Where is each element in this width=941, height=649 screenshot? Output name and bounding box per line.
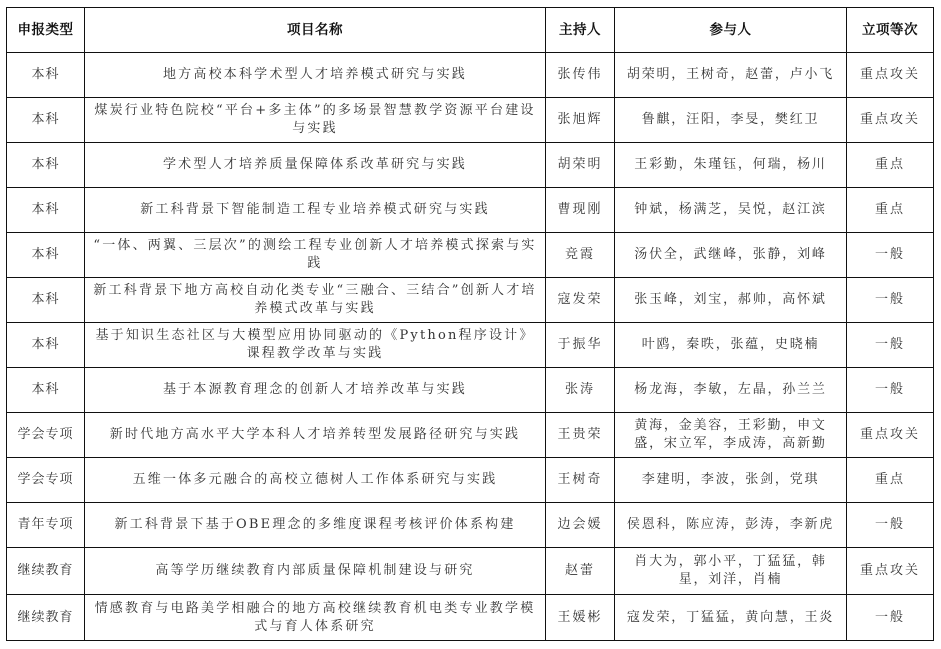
header-host: 主持人 bbox=[546, 8, 615, 53]
category-cell: 青年专项 bbox=[7, 503, 85, 548]
category-cell: 本科 bbox=[7, 98, 85, 143]
category-cell: 本科 bbox=[7, 233, 85, 278]
participants-cell: 寇发荣，丁猛猛，黄向慧，王炎 bbox=[615, 595, 847, 641]
project-name-cell: 新工科背景下基于OBE理念的多维度课程考核评价体系构建 bbox=[85, 503, 546, 548]
table-row bbox=[7, 53, 934, 98]
level-cell: 重点攻关 bbox=[847, 413, 934, 458]
level-cell: 重点 bbox=[847, 188, 934, 233]
level-cell: 一般 bbox=[847, 278, 934, 323]
participants-cell: 钟斌，杨满芝，吴悦，赵江滨 bbox=[615, 188, 847, 233]
level-cell: 重点攻关 bbox=[847, 53, 934, 98]
project-name-cell: 新工科背景下地方高校自动化类专业“三融合、三结合”创新人才培养模式改革与实践 bbox=[85, 278, 546, 323]
category-cell: 继续教育 bbox=[7, 595, 85, 641]
table-row bbox=[7, 413, 934, 458]
host-cell: 赵蕾 bbox=[546, 548, 615, 595]
table-row bbox=[7, 548, 934, 595]
level-cell: 重点攻关 bbox=[847, 548, 934, 595]
level-cell: 一般 bbox=[847, 368, 934, 413]
category-cell: 继续教育 bbox=[7, 548, 85, 595]
category-cell: 学会专项 bbox=[7, 458, 85, 503]
category-cell: 本科 bbox=[7, 53, 85, 98]
host-cell: 张旭辉 bbox=[546, 98, 615, 143]
table-row bbox=[7, 323, 934, 368]
table-row bbox=[7, 503, 934, 548]
level-cell: 重点 bbox=[847, 458, 934, 503]
header-level: 立项等次 bbox=[847, 8, 934, 53]
host-cell: 胡荣明 bbox=[546, 143, 615, 188]
host-cell: 竞霞 bbox=[546, 233, 615, 278]
participants-cell: 胡荣明，王树奇，赵蕾，卢小飞 bbox=[615, 53, 847, 98]
level-cell: 一般 bbox=[847, 503, 934, 548]
project-name-cell: 情感教育与电路美学相融合的地方高校继续教育机电类专业教学模式与育人体系研究 bbox=[85, 595, 546, 641]
host-cell: 王媛彬 bbox=[546, 595, 615, 641]
category-cell: 本科 bbox=[7, 278, 85, 323]
participants-cell: 叶鸥，秦昳，张蕴，史晓楠 bbox=[615, 323, 847, 368]
level-cell: 重点 bbox=[847, 143, 934, 188]
header-project-name: 项目名称 bbox=[85, 8, 546, 53]
table-row bbox=[7, 595, 934, 641]
participants-cell: 侯恩科，陈应涛，彭涛，李新虎 bbox=[615, 503, 847, 548]
project-name-cell: 高等学历继续教育内部质量保障机制建设与研究 bbox=[85, 548, 546, 595]
category-cell: 本科 bbox=[7, 323, 85, 368]
participants-cell: 黄海，金美容，王彩勤，申文盛，宋立军，李成涛，高新勤 bbox=[615, 413, 847, 458]
level-cell: 一般 bbox=[847, 323, 934, 368]
host-cell: 曹现刚 bbox=[546, 188, 615, 233]
host-cell: 寇发荣 bbox=[546, 278, 615, 323]
project-name-cell: 基于知识生态社区与大模型应用协同驱动的《Python程序设计》课程教学改革与实践 bbox=[85, 323, 546, 368]
host-cell: 张传伟 bbox=[546, 53, 615, 98]
host-cell: 张涛 bbox=[546, 368, 615, 413]
category-cell: 本科 bbox=[7, 368, 85, 413]
header-row bbox=[7, 8, 934, 53]
participants-cell: 肖大为，郭小平，丁猛猛，韩星，刘洋，肖楠 bbox=[615, 548, 847, 595]
table-row bbox=[7, 143, 934, 188]
category-cell: 本科 bbox=[7, 143, 85, 188]
project-name-cell: 地方高校本科学术型人才培养模式研究与实践 bbox=[85, 53, 546, 98]
host-cell: 于振华 bbox=[546, 323, 615, 368]
level-cell: 重点攻关 bbox=[847, 98, 934, 143]
table-row bbox=[7, 233, 934, 278]
host-cell: 边会媛 bbox=[546, 503, 615, 548]
host-cell: 王贵荣 bbox=[546, 413, 615, 458]
participants-cell: 张玉峰，刘宝，郝帅，高怀斌 bbox=[615, 278, 847, 323]
level-cell: 一般 bbox=[847, 595, 934, 641]
project-name-cell: 煤炭行业特色院校“平台+多主体”的多场景智慧教学资源平台建设与实践 bbox=[85, 98, 546, 143]
project-name-cell: 学术型人才培养质量保障体系改革研究与实践 bbox=[85, 143, 546, 188]
host-cell: 王树奇 bbox=[546, 458, 615, 503]
table-row bbox=[7, 98, 934, 143]
project-name-cell: 基于本源教育理念的创新人才培养改革与实践 bbox=[85, 368, 546, 413]
project-name-cell: 新时代地方高水平大学本科人才培养转型发展路径研究与实践 bbox=[85, 413, 546, 458]
table-row bbox=[7, 368, 934, 413]
category-cell: 学会专项 bbox=[7, 413, 85, 458]
level-cell: 一般 bbox=[847, 233, 934, 278]
table-row bbox=[7, 278, 934, 323]
header-category: 申报类型 bbox=[7, 8, 85, 53]
project-name-cell: “一体、两翼、三层次”的测绘工程专业创新人才培养模式探索与实践 bbox=[85, 233, 546, 278]
participants-cell: 汤伏全，武继峰，张静，刘峰 bbox=[615, 233, 847, 278]
project-table bbox=[6, 7, 934, 641]
participants-cell: 鲁麒，汪阳，李旻，樊红卫 bbox=[615, 98, 847, 143]
header-participants: 参与人 bbox=[615, 8, 847, 53]
participants-cell: 杨龙海，李敏，左晶，孙兰兰 bbox=[615, 368, 847, 413]
table-row bbox=[7, 458, 934, 503]
table-row bbox=[7, 188, 934, 233]
project-name-cell: 五维一体多元融合的高校立德树人工作体系研究与实践 bbox=[85, 458, 546, 503]
project-name-cell: 新工科背景下智能制造工程专业培养模式研究与实践 bbox=[85, 188, 546, 233]
category-cell: 本科 bbox=[7, 188, 85, 233]
participants-cell: 李建明，李波，张剑，党琪 bbox=[615, 458, 847, 503]
participants-cell: 王彩勤，朱瑾钰，何瑞，杨川 bbox=[615, 143, 847, 188]
